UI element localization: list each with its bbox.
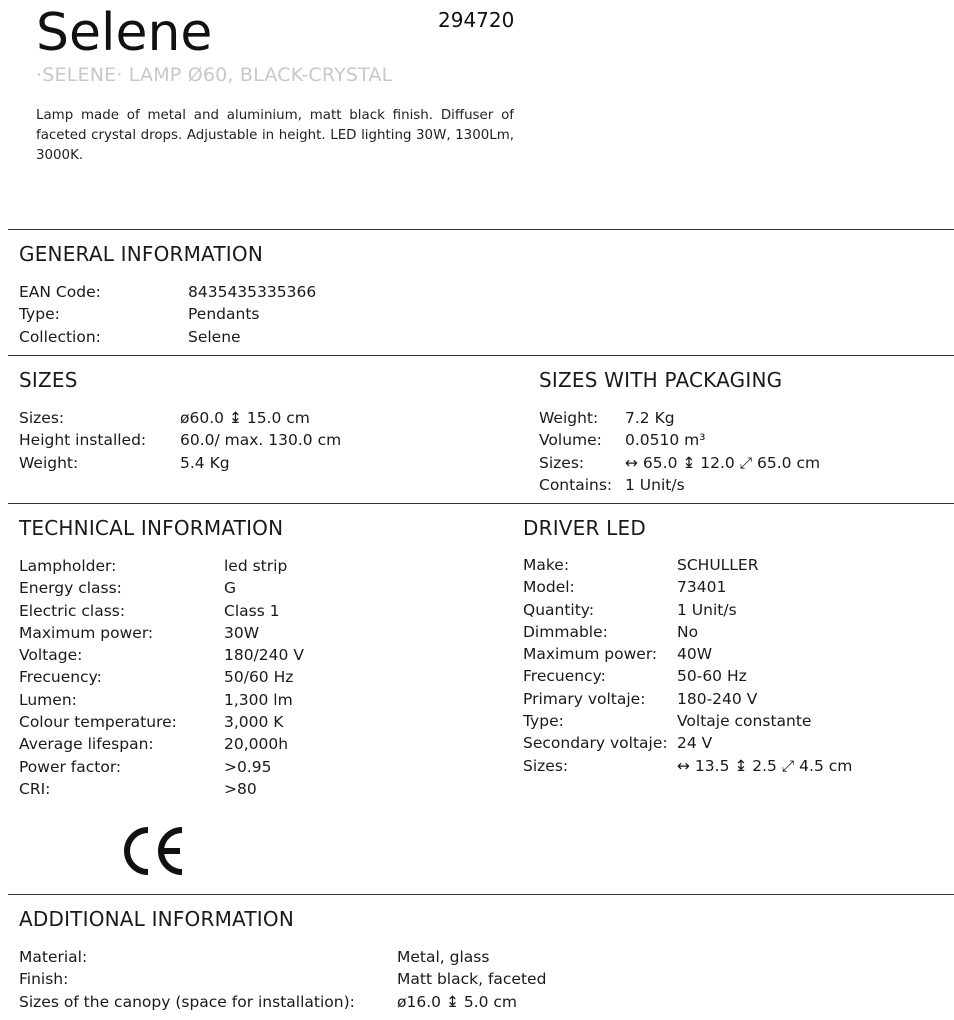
- row-value: Selene: [188, 327, 241, 346]
- driver-led-heading: DRIVER LED: [523, 516, 646, 540]
- row-label: Type:: [523, 712, 564, 731]
- table-row: [19, 452, 341, 474]
- table-row: [539, 429, 820, 451]
- technical-information-table: [19, 555, 304, 800]
- product-reference: 294720: [438, 8, 515, 32]
- additional-information-heading: ADDITIONAL INFORMATION: [19, 907, 294, 931]
- table-row: [19, 303, 316, 325]
- table-row: [19, 666, 304, 688]
- row-label: Frecuency:: [523, 667, 606, 686]
- row-value: 5.4 Kg: [180, 453, 230, 472]
- row-value: 0.0510 m³: [625, 431, 706, 450]
- divider: [8, 503, 954, 504]
- row-value: ↔ 65.0 ↨ 12.0 ⤢ 65.0 cm: [625, 453, 821, 472]
- row-label: Power factor:: [19, 757, 122, 776]
- table-row: [539, 474, 820, 496]
- table-row: [19, 733, 304, 755]
- table-row: [523, 732, 852, 754]
- row-label: Sizes:: [523, 756, 569, 775]
- row-value: 3,000 K: [224, 713, 284, 732]
- row-value: 50-60 Hz: [677, 667, 747, 686]
- row-value: 1,300 lm: [224, 690, 293, 709]
- table-row: [19, 644, 304, 666]
- table-row: [19, 689, 304, 711]
- table-row: [19, 778, 304, 800]
- row-value: 1 Unit/s: [625, 475, 685, 494]
- row-value: ø60.0 ↨ 15.0 cm: [180, 409, 310, 427]
- row-label: Volume:: [539, 431, 602, 450]
- row-label: Lampholder:: [19, 557, 117, 575]
- row-value: Pendants: [188, 305, 260, 324]
- row-label: Weight:: [539, 409, 599, 427]
- driver-led-table: [523, 554, 852, 777]
- table-row: [539, 407, 820, 429]
- row-value: Class 1: [224, 601, 280, 620]
- row-label: Sizes:: [539, 453, 585, 472]
- row-label: Sizes of the canopy (space for installation):: [19, 992, 355, 1011]
- table-row: [19, 600, 304, 622]
- row-value: 73401: [677, 578, 727, 597]
- row-value: Metal, glass: [397, 948, 490, 966]
- general-information-heading: GENERAL INFORMATION: [19, 242, 264, 266]
- table-row: [19, 326, 316, 348]
- row-label: Maximum power:: [19, 623, 154, 642]
- row-value: ø16.0 ↨ 5.0 cm: [397, 992, 518, 1011]
- row-value: 40W: [677, 645, 713, 664]
- table-row: [19, 991, 546, 1013]
- table-row: [19, 946, 546, 968]
- product-description: Lamp made of metal and aluminium, matt black finish. Diffuser of faceted crystal drops. Adjustable in height. LED lighting 30W, 1300Lm, 3000K.: [36, 108, 514, 163]
- product-title: Selene: [36, 3, 213, 63]
- product-subtitle: ·SELENE· LAMP Ø60, BLACK-CRYSTAL: [36, 64, 393, 86]
- row-label: Energy class:: [19, 579, 122, 598]
- packaging-table: [539, 407, 820, 496]
- row-label: Voltage:: [19, 646, 83, 665]
- table-row: [523, 621, 852, 643]
- row-value: >80: [224, 779, 257, 798]
- table-row: [523, 599, 852, 621]
- table-row: [19, 555, 304, 577]
- row-label: Lumen:: [19, 690, 77, 709]
- row-label: Contains:: [539, 475, 613, 494]
- table-row: [19, 577, 304, 599]
- row-value: 180-240 V: [677, 689, 758, 708]
- table-row: [19, 622, 304, 644]
- additional-information-table: [19, 946, 546, 1013]
- row-value: 30W: [224, 623, 260, 642]
- row-label: Average lifespan:: [19, 735, 154, 754]
- ce-mark-icon: [118, 822, 188, 880]
- row-value: No: [677, 622, 699, 641]
- table-row: [19, 968, 546, 990]
- row-value: led strip: [224, 557, 288, 575]
- table-row: [523, 576, 852, 598]
- table-row: [523, 710, 852, 732]
- table-row: [19, 711, 304, 733]
- row-label: Quantity:: [523, 600, 595, 619]
- row-value: 8435435335366: [188, 283, 317, 301]
- table-row: [523, 755, 852, 777]
- row-value: 7.2 Kg: [625, 409, 675, 427]
- row-value: 24 V: [677, 734, 713, 753]
- row-label: Height installed:: [19, 431, 147, 450]
- row-label: Frecuency:: [19, 668, 102, 687]
- row-value: >0.95: [224, 757, 272, 776]
- table-row: [523, 554, 852, 576]
- row-label: Dimmable:: [523, 622, 608, 641]
- table-row: [19, 281, 316, 303]
- row-value: 50/60 Hz: [224, 668, 294, 687]
- row-label: Model:: [523, 578, 575, 597]
- row-value: 20,000h: [224, 735, 289, 754]
- row-label: Secondary voltaje:: [523, 734, 668, 753]
- row-label: EAN Code:: [19, 283, 101, 301]
- table-row: [19, 756, 304, 778]
- table-row: [539, 452, 820, 474]
- row-label: Finish:: [19, 970, 69, 989]
- row-value: Voltaje constante: [677, 712, 812, 731]
- row-value: 60.0/ max. 130.0 cm: [180, 431, 342, 450]
- technical-information-heading: TECHNICAL INFORMATION: [19, 516, 284, 540]
- row-label: Collection:: [19, 327, 101, 346]
- row-value: SCHULLER: [677, 556, 759, 574]
- row-label: Material:: [19, 948, 88, 966]
- table-row: [19, 407, 341, 429]
- row-value: 180/240 V: [224, 646, 304, 665]
- row-label: Type:: [19, 305, 60, 324]
- divider: [8, 229, 954, 230]
- packaging-heading: SIZES WITH PACKAGING: [539, 368, 783, 392]
- divider: [8, 355, 954, 356]
- row-label: Primary voltaje:: [523, 689, 646, 708]
- row-value: G: [224, 579, 237, 598]
- row-label: Colour temperature:: [19, 713, 177, 732]
- row-label: Electric class:: [19, 601, 126, 620]
- table-row: [523, 643, 852, 665]
- row-label: Sizes:: [19, 409, 65, 427]
- row-value: Matt black, faceted: [397, 970, 547, 989]
- row-label: Weight:: [19, 453, 79, 472]
- table-row: [523, 688, 852, 710]
- divider: [8, 894, 954, 895]
- table-row: [523, 665, 852, 687]
- row-value: ↔ 13.5 ↨ 2.5 ⤢ 4.5 cm: [677, 756, 853, 775]
- sizes-heading: SIZES: [19, 368, 78, 392]
- table-row: [19, 429, 341, 451]
- row-label: Make:: [523, 556, 570, 574]
- general-information-table: [19, 281, 316, 348]
- row-label: Maximum power:: [523, 645, 658, 664]
- row-label: CRI:: [19, 779, 51, 798]
- row-value: 1 Unit/s: [677, 600, 737, 619]
- sizes-table: [19, 407, 341, 474]
